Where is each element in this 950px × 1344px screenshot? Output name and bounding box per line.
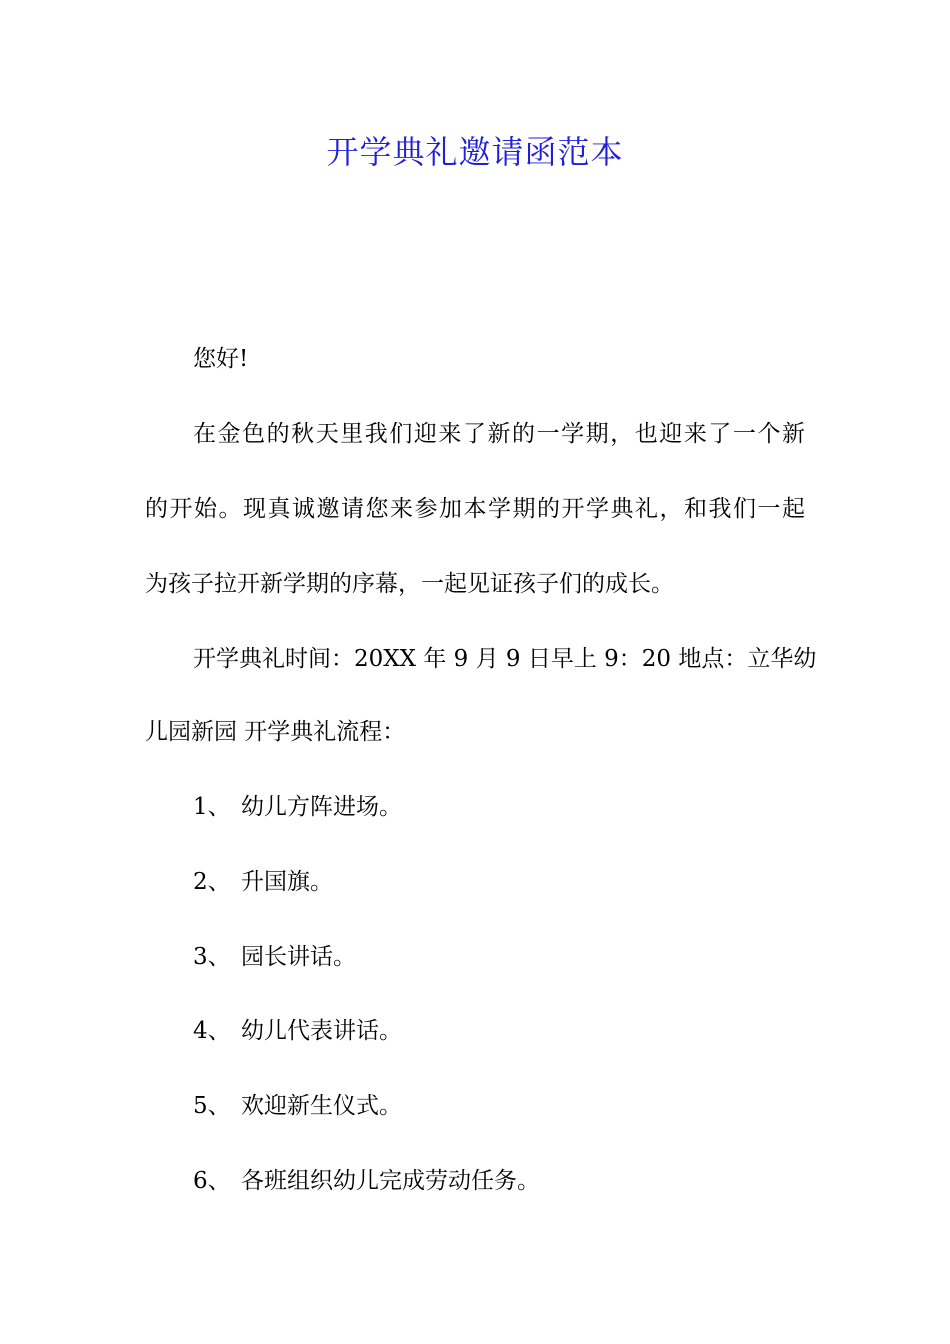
procedure-item-number: 2、: [193, 869, 231, 895]
procedure-item-text: 幼儿代表讲话。: [241, 1018, 402, 1044]
procedure-item-number: 5、: [193, 1093, 231, 1119]
info-line-2: 儿园新园 开学典礼流程：: [145, 719, 406, 745]
procedure-item: [193, 1016, 402, 1046]
procedure-item-number: 3、: [193, 944, 231, 970]
info-line-1: 开学典礼时间：20XX 年 9 月 9 日早上 9：20 地点：立华幼: [193, 646, 817, 672]
procedure-item-text: 园长讲话。: [241, 944, 356, 970]
procedure-item: [193, 867, 333, 897]
procedure-item-number: 1、: [193, 794, 231, 820]
procedure-item-text: 欢迎新生仪式。: [241, 1093, 402, 1119]
paragraph-line-1: 在金色的秋天里我们迎来了新的一学期，也迎来了一个新: [193, 421, 805, 447]
procedure-item-number: 6、: [193, 1168, 231, 1194]
procedure-item: [193, 942, 356, 972]
procedure-item-text: 各班组织幼儿完成劳动任务。: [241, 1168, 540, 1194]
document-title: 开学典礼邀请函范本: [326, 133, 624, 171]
paragraph-line-3: 为孩子拉开新学期的序幕，一起见证孩子们的成长。: [145, 571, 674, 597]
procedure-item-text: 升国旗。: [241, 869, 333, 895]
procedure-item-number: 4、: [193, 1018, 231, 1044]
procedure-item: [193, 792, 402, 822]
procedure-item-text: 幼儿方阵进场。: [241, 794, 402, 820]
procedure-item: [193, 1091, 402, 1121]
greeting-line: 您好!: [193, 346, 249, 372]
procedure-item: [193, 1166, 540, 1196]
paragraph-line-2: 的开始。现真诚邀请您来参加本学期的开学典礼，和我们一起: [145, 496, 805, 522]
